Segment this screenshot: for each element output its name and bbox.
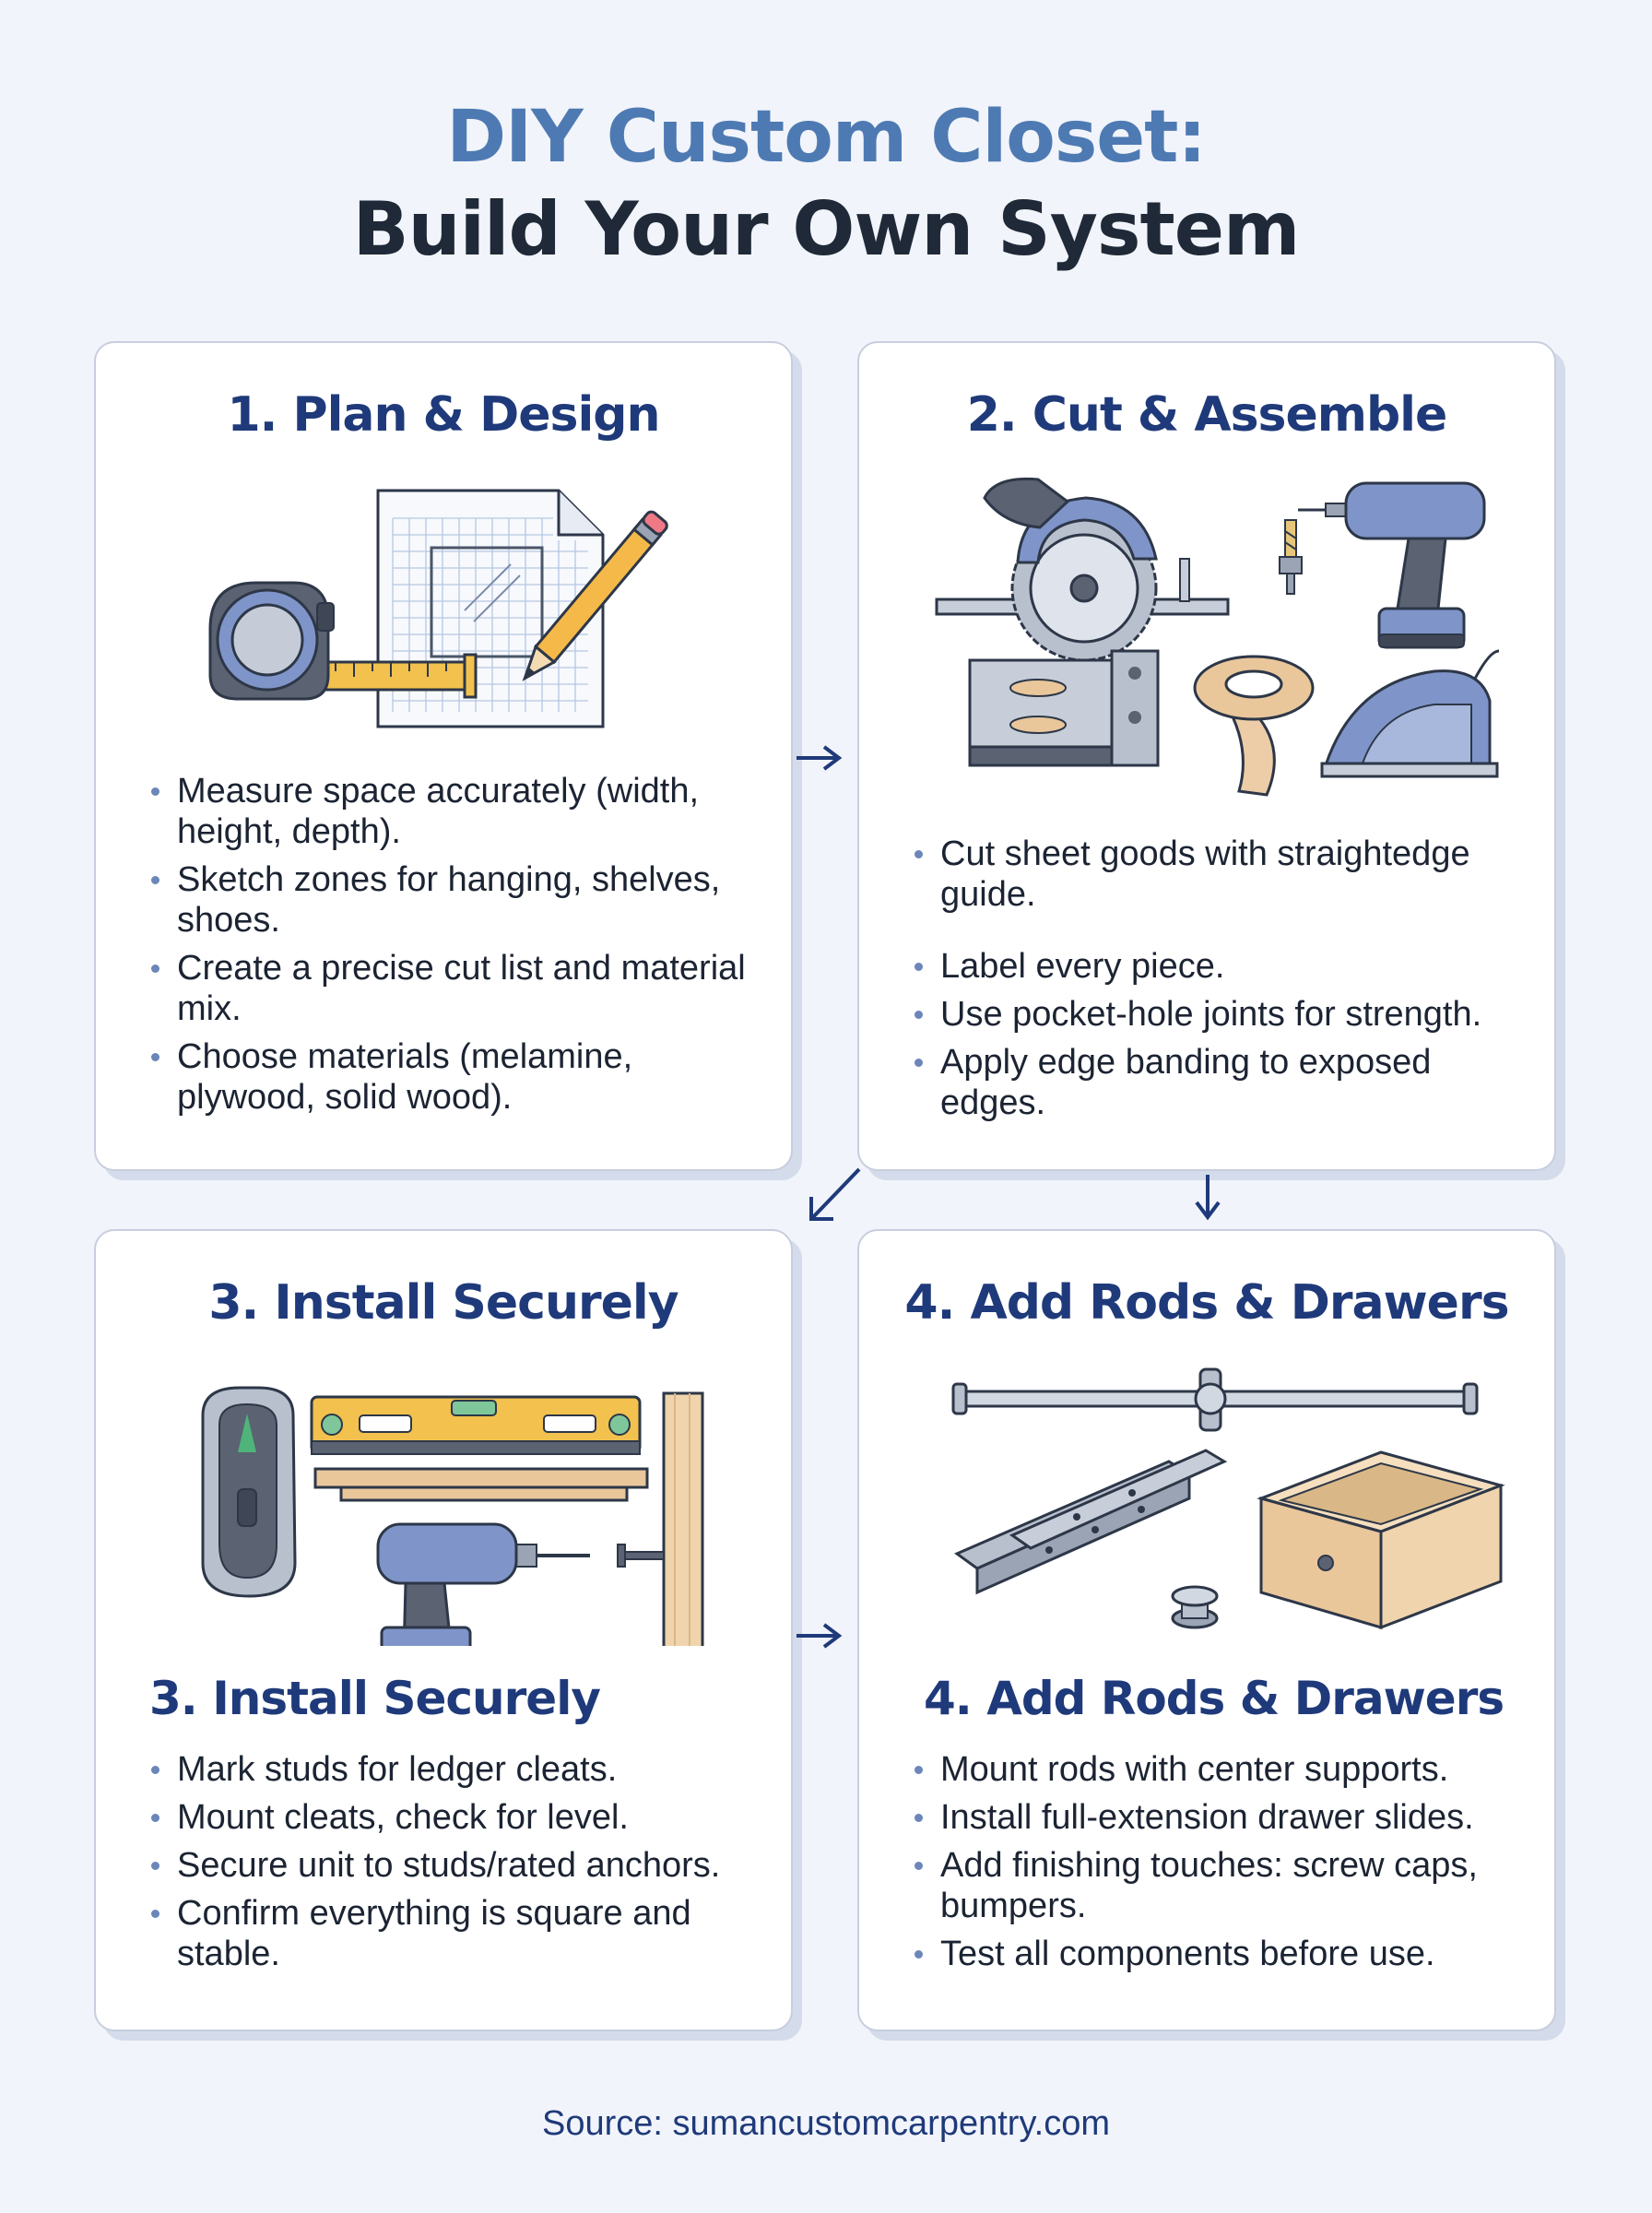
step-bullets [913,834,1521,1130]
pocket-hole-jig-icon [970,651,1158,765]
step-card-install-securely [94,1229,793,2031]
arrow-right-icon [793,1617,844,1654]
list-item: Cut sheet goods with straightedge guide. [913,834,1521,915]
plan-design-illustration [197,481,714,749]
list-item: Confirm everything is square and stable. [149,1893,776,1974]
list-item: Mount cleats, check for level. [149,1797,776,1838]
step-bullets [149,771,758,1125]
step-heading: 3. Install Securely [208,1275,678,1331]
iron-icon [1322,651,1499,776]
step-bullets [149,1749,776,1982]
cordless-drill-icon [1298,483,1484,647]
step-card-plan-design [94,341,793,1171]
drawer-slides-icon [957,1450,1224,1592]
arrow-right-icon [793,740,844,776]
step-bullets [913,1749,1540,1982]
list-item: Secure unit to studs/rated anchors. [149,1845,776,1886]
arrow-down-left-icon [802,1164,867,1228]
list-item: Add finishing touches: screw caps, bumpers. [913,1845,1540,1926]
step-heading: 2. Cut & Assemble [966,387,1447,443]
step-card-rods-drawers [857,1229,1556,2031]
cordless-drill-icon [378,1524,590,1646]
screw-icon [618,1544,664,1567]
drawer-box-icon [1261,1452,1501,1627]
list-item: Label every piece. [913,946,1521,987]
edge-banding-roll-icon [1195,657,1313,795]
list-item: Create a precise cut list and material mix. [149,948,758,1029]
source-credit: Source: sumancustomcarpentry.com [542,2104,1110,2143]
list-item: Choose materials (melamine, plywood, solid wood). [149,1036,758,1118]
page-title-line1: DIY Custom Closet: [446,96,1206,179]
step-heading: 1. Plan & Design [227,387,660,443]
stud-finder-icon [203,1388,295,1596]
step-subheading: 3. Install Securely [149,1672,600,1725]
list-item: Test all components before use. [913,1934,1540,1974]
list-item: Mark studs for ledger cleats. [149,1749,776,1790]
wall-stud-icon [664,1393,702,1646]
rod-cap-icon [1173,1587,1217,1627]
list-item: Measure space accurately (width, height, depth). [149,771,758,852]
list-item: Mount rods with center supports. [913,1749,1540,1790]
arrow-down-icon [1189,1171,1226,1223]
step-subheading: 4. Add Rods & Drawers [924,1672,1504,1725]
list-item: Apply edge banding to exposed edges. [913,1042,1521,1123]
spirit-level-icon [312,1397,647,1500]
install-illustration [184,1360,756,1646]
list-item: Use pocket-hole joints for strength. [913,994,1521,1035]
closet-rod-icon [953,1369,1477,1430]
circular-saw-icon [937,479,1228,660]
step-heading: 4. Add Rods & Drawers [904,1275,1509,1331]
cut-assemble-illustration [929,470,1501,802]
drill-bit-icon [1280,520,1302,594]
page-title-line2: Build Your Own System [352,186,1300,272]
list-item: Sketch zones for hanging, shelves, shoes. [149,859,758,941]
list-item: Install full-extension drawer slides. [913,1797,1540,1838]
rods-drawers-illustration [948,1351,1510,1655]
step-card-cut-assemble [857,341,1556,1171]
